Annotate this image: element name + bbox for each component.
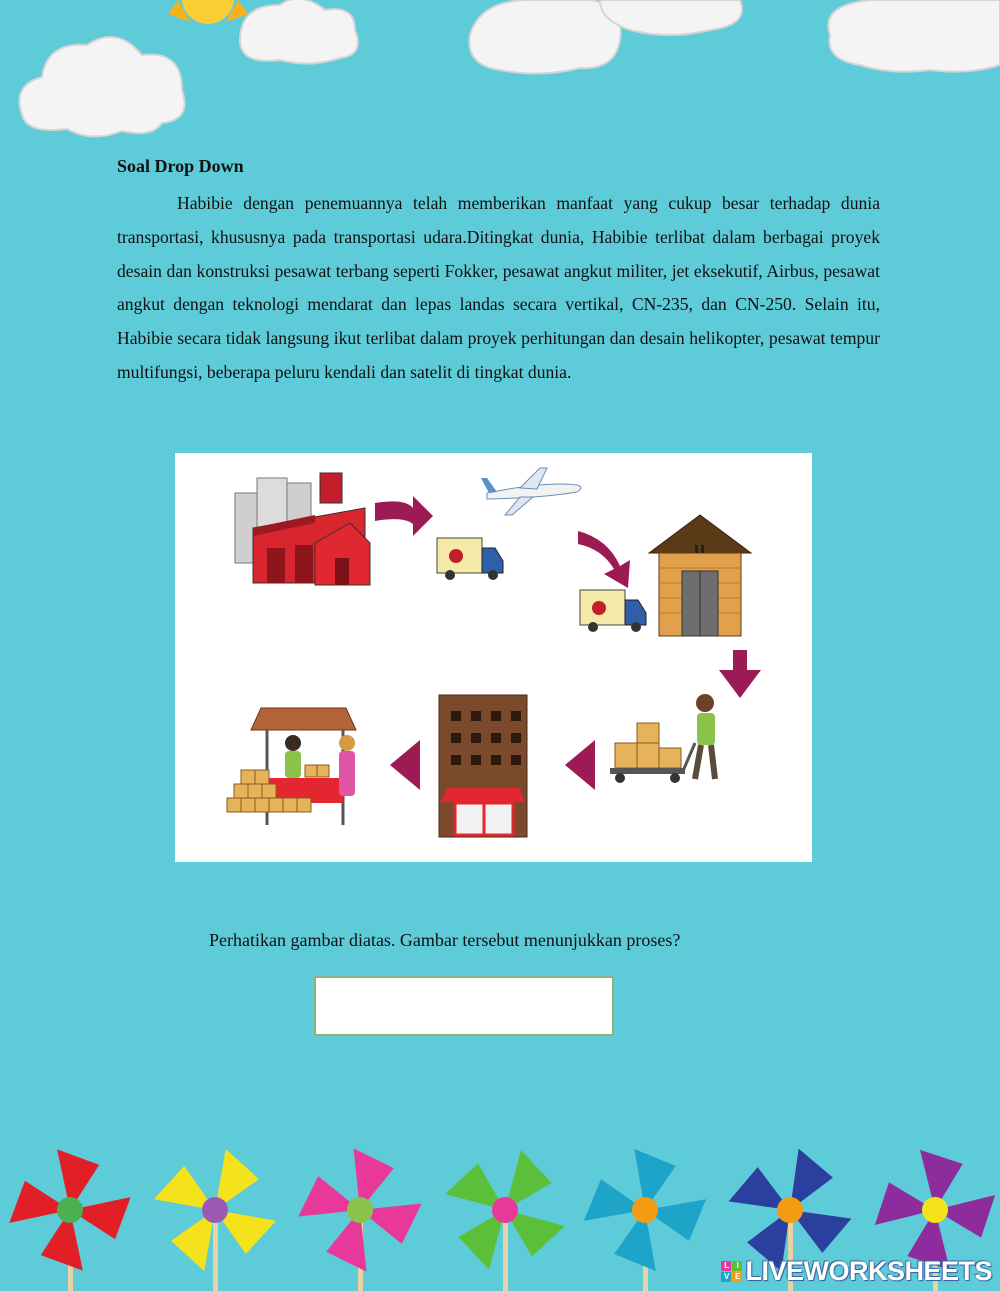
sun-icon (168, 0, 248, 24)
section-heading: Soal Drop Down (117, 156, 244, 176)
arrow-icon (390, 740, 420, 790)
arrow-icon (565, 740, 595, 790)
pinwheel-icon (429, 1134, 581, 1291)
answer-dropdown[interactable] (314, 976, 614, 1036)
arrow-icon (578, 531, 630, 588)
truck-icon (437, 538, 503, 580)
arrow-icon (375, 496, 433, 536)
badge-letter: I (732, 1261, 742, 1271)
warehouse-icon (649, 515, 751, 636)
badge-letter: V (721, 1272, 731, 1282)
truck-icon (580, 590, 646, 632)
market-stall-icon (227, 708, 356, 825)
pinwheel-icon (143, 1138, 287, 1291)
factory-icon (235, 473, 370, 585)
badge-letter: L (721, 1261, 731, 1271)
sky-decoration (0, 0, 1000, 150)
badge-letter: E (732, 1272, 742, 1282)
pinwheel-icon (0, 1136, 144, 1291)
airplane-icon (481, 468, 581, 515)
distribution-illustration (175, 453, 812, 862)
logo-badge-icon (721, 1261, 742, 1282)
question-text: Perhatikan gambar diatas. Gambar tersebut menunjukkan proses? (209, 930, 681, 950)
hand-truck-worker-icon (610, 694, 715, 783)
arrow-icon (719, 650, 761, 698)
pinwheel-icon (292, 1142, 428, 1291)
pinwheel-icon (573, 1138, 717, 1291)
cloud-icon (20, 0, 1000, 137)
store-icon (439, 695, 527, 837)
brand-text: LIVEWORKSHEETS (745, 1256, 992, 1286)
reading-passage: Habibie dengan penemuannya telah memberikan manfaat yang cukup besar terhadap dunia transportasi, khususnya pada transportasi udara.Ditingkat dunia, Habibie terlibat dalam berbagai proyek desain dan konstruksi pesawat terbang seperti Fokker, pesawat angkut militer, jet eksekutif, Airbus, pesawat angkut dengan teknologi mendarat dan lepas landas secara vertikal, CN-235, dan CN-250. Selain itu, Habibie secara tidak langsung ikut terlibat dalam proyek perhitungan dan desain helikopter, pesawat tempur multifungsi, beberapa peluru kendali dan satelit di tingkat dunia. (117, 193, 880, 382)
liveworksheets-logo (721, 1256, 992, 1287)
